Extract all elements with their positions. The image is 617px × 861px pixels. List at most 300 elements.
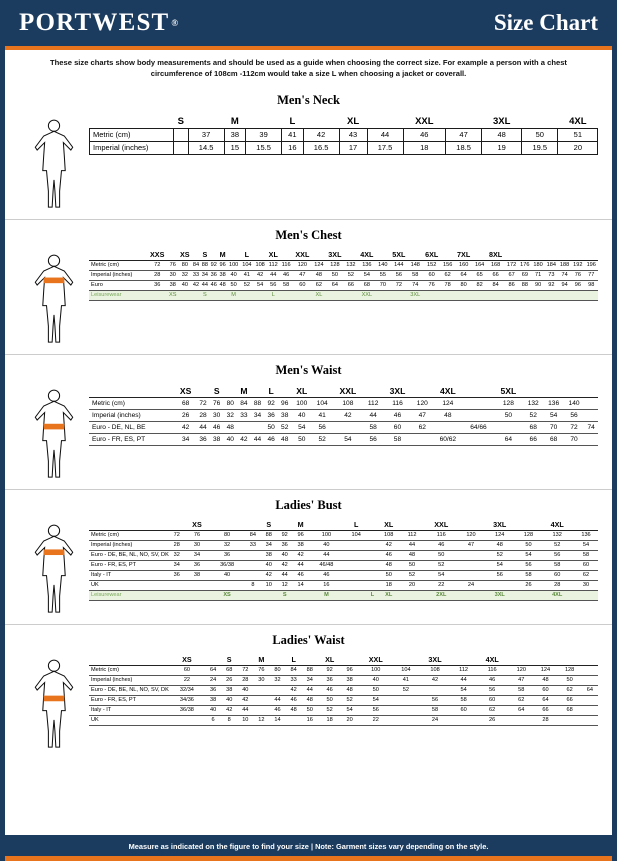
page-title: Size Chart bbox=[493, 10, 598, 35]
table-cell: 88 bbox=[302, 665, 318, 675]
table-cell: 66 bbox=[344, 280, 357, 290]
table-cell: 92 bbox=[277, 530, 293, 540]
table-cell: XS bbox=[209, 590, 245, 600]
table-header-cell bbox=[441, 250, 454, 260]
table-cell: 56 bbox=[312, 421, 332, 433]
table-cell bbox=[531, 290, 544, 300]
table-cell: 72 bbox=[389, 280, 408, 290]
table-cell: 66 bbox=[523, 433, 543, 445]
table-cell bbox=[185, 590, 209, 600]
table-header-cell bbox=[245, 520, 261, 530]
table-cell: 70 bbox=[564, 433, 584, 445]
table-cell: 52 bbox=[318, 705, 342, 715]
table-row bbox=[89, 665, 598, 675]
table-cell: 30 bbox=[253, 675, 269, 685]
table-cell: 6 bbox=[205, 715, 221, 725]
table-cell: 62 bbox=[509, 695, 533, 705]
table-header-cell: XL bbox=[377, 520, 401, 530]
table-cell: 128 bbox=[517, 530, 541, 540]
table-cell: 40 bbox=[358, 675, 394, 685]
table-cell bbox=[486, 290, 505, 300]
table-cell: 50 bbox=[517, 540, 541, 550]
table-cell: 98 bbox=[584, 280, 598, 290]
table-cell: 26 bbox=[517, 580, 541, 590]
table-cell: 30 bbox=[185, 540, 209, 550]
section-ladies-waist bbox=[5, 625, 612, 759]
row-label: Metric (cm) bbox=[90, 128, 174, 141]
table-header-cell bbox=[246, 115, 282, 128]
table-cell: 124 bbox=[533, 665, 557, 675]
table-cell bbox=[459, 560, 483, 570]
table-header-cell bbox=[394, 655, 418, 665]
table-cell: 92 bbox=[545, 280, 558, 290]
table-cell: 46 bbox=[423, 540, 459, 550]
table-cell: 34/36 bbox=[169, 695, 205, 705]
table-cell: 19 bbox=[482, 141, 522, 154]
table-cell: 60 bbox=[452, 705, 475, 715]
table-cell: 132 bbox=[523, 397, 543, 409]
table-cell: 64 bbox=[582, 685, 598, 695]
table-cell: 44 bbox=[269, 695, 285, 705]
table-cell: 52 bbox=[342, 695, 358, 705]
table-cell: 66 bbox=[558, 695, 582, 705]
table-cell: 60/62 bbox=[433, 433, 464, 445]
table-wrapper bbox=[89, 655, 598, 726]
table-cell: 77 bbox=[584, 270, 598, 280]
table-cell bbox=[292, 290, 312, 300]
table-cell: 32 bbox=[209, 540, 245, 550]
table-cell: 4XL bbox=[540, 590, 574, 600]
table-cell: 56 bbox=[475, 685, 509, 695]
table-cell: 62 bbox=[558, 685, 582, 695]
figure-illustration bbox=[19, 520, 89, 618]
table-cell: 47 bbox=[412, 409, 432, 421]
table-cell bbox=[582, 665, 598, 675]
table-header-row bbox=[89, 250, 598, 260]
table-header-cell bbox=[188, 115, 224, 128]
table-cell: 3XL bbox=[408, 290, 422, 300]
table-cell: 38 bbox=[167, 280, 178, 290]
table-cell: 28 bbox=[196, 409, 210, 421]
table-cell: 124 bbox=[483, 530, 517, 540]
table-cell: 47 bbox=[446, 128, 482, 141]
table-cell bbox=[459, 570, 483, 580]
table-cell: 74 bbox=[584, 421, 598, 433]
table-cell: 124 bbox=[314, 262, 324, 268]
table-row bbox=[89, 409, 598, 421]
table-cell bbox=[412, 433, 432, 445]
table-cell: 74 bbox=[408, 280, 422, 290]
section-body bbox=[19, 250, 598, 348]
table-cell bbox=[192, 290, 201, 300]
table-cell bbox=[245, 590, 261, 600]
table-header-cell bbox=[571, 250, 584, 260]
table-cell: 52 bbox=[483, 550, 517, 560]
table-cell: 92 bbox=[318, 665, 342, 675]
table-cell: 96 bbox=[571, 280, 584, 290]
table-cell: 70 bbox=[543, 421, 563, 433]
table-header-corner bbox=[89, 250, 147, 260]
table-header-cell bbox=[344, 250, 357, 260]
body-figure-icon bbox=[25, 252, 83, 348]
table-cell bbox=[344, 560, 368, 570]
table-cell: M bbox=[227, 290, 240, 300]
table-cell: 108 bbox=[418, 665, 452, 675]
table-cell: 54 bbox=[452, 685, 475, 695]
table-cell: 148 bbox=[408, 260, 422, 270]
table-cell: 100 bbox=[309, 530, 345, 540]
table-header-cell bbox=[368, 520, 377, 530]
table-cell: 40 bbox=[227, 270, 240, 280]
table-cell: 26 bbox=[175, 409, 196, 421]
table-cell: 56 bbox=[363, 433, 382, 445]
table-cell: 80 bbox=[178, 260, 192, 270]
table-wrapper bbox=[89, 115, 598, 155]
table-cell: 176 bbox=[520, 262, 530, 268]
table-cell bbox=[582, 705, 598, 715]
table-header-row bbox=[90, 115, 599, 128]
section-mens-chest bbox=[5, 220, 612, 355]
table-cell bbox=[441, 290, 454, 300]
table-cell: 22 bbox=[423, 580, 459, 590]
table-header-cell: 4XL bbox=[540, 520, 574, 530]
table-header-cell bbox=[251, 385, 265, 397]
table-row bbox=[90, 141, 599, 154]
table-header-cell: M bbox=[293, 520, 309, 530]
table-cell: 36 bbox=[147, 280, 167, 290]
table-cell bbox=[517, 590, 541, 600]
table-header-cell bbox=[584, 250, 598, 260]
table-cell bbox=[454, 290, 473, 300]
table-cell: 86 bbox=[505, 280, 518, 290]
table-cell bbox=[394, 705, 418, 715]
table-cell: 132 bbox=[346, 262, 356, 268]
table-cell: 58 bbox=[363, 421, 382, 433]
table-cell: 56 bbox=[389, 270, 408, 280]
table-cell bbox=[433, 421, 464, 433]
table-cell: 156 bbox=[442, 262, 453, 268]
table-cell: 46 bbox=[293, 570, 309, 580]
table-cell: 38 bbox=[221, 685, 237, 695]
table-cell: 74 bbox=[558, 270, 571, 280]
table-cell: 33 bbox=[192, 272, 200, 278]
table-cell: 46 bbox=[475, 675, 509, 685]
table-cell: 30 bbox=[210, 409, 224, 421]
table-cell: 76 bbox=[167, 260, 178, 270]
table-cell bbox=[174, 141, 189, 154]
table-cell: 48 bbox=[302, 695, 318, 705]
table-row bbox=[89, 421, 598, 433]
table-cell: 47 bbox=[509, 675, 533, 685]
brand-logo bbox=[19, 9, 179, 37]
table-header-cell bbox=[363, 385, 382, 397]
table-cell: 168 bbox=[486, 260, 505, 270]
size-table-mens-waist bbox=[89, 385, 598, 446]
table-cell: 44 bbox=[401, 540, 424, 550]
table-cell: 18 bbox=[377, 580, 401, 590]
table-header-cell bbox=[523, 385, 543, 397]
table-cell: 40 bbox=[261, 560, 277, 570]
table-cell: 120 bbox=[292, 260, 312, 270]
table-cell: 36 bbox=[196, 433, 210, 445]
table-header-cell bbox=[269, 655, 285, 665]
table-cell bbox=[571, 290, 584, 300]
table-cell bbox=[169, 590, 185, 600]
table-cell: 44 bbox=[251, 433, 265, 445]
table-row bbox=[89, 560, 598, 570]
table-cell bbox=[245, 550, 261, 560]
table-cell: M bbox=[309, 590, 345, 600]
table-cell: 42 bbox=[221, 705, 237, 715]
table-cell: 104 bbox=[394, 665, 418, 675]
table-header-cell bbox=[342, 655, 358, 665]
table-header-cell: 6XL bbox=[422, 250, 441, 260]
table-cell: 46/48 bbox=[309, 560, 345, 570]
table-cell: 48 bbox=[377, 560, 401, 570]
table-cell bbox=[344, 570, 368, 580]
table-cell bbox=[459, 590, 483, 600]
table-header-cell: XS bbox=[178, 250, 192, 260]
table-cell: 108 bbox=[255, 262, 265, 268]
table-cell: 76 bbox=[253, 665, 269, 675]
table-cell bbox=[254, 290, 267, 300]
table-cell: 36/38 bbox=[209, 560, 245, 570]
table-header-cell bbox=[522, 115, 558, 128]
table-cell: 32/34 bbox=[169, 685, 205, 695]
table-cell: 41 bbox=[240, 270, 253, 280]
table-cell: 48 bbox=[342, 685, 358, 695]
table-cell: 40 bbox=[205, 705, 221, 715]
table-cell: 58 bbox=[540, 560, 574, 570]
table-cell: 44 bbox=[267, 270, 280, 280]
table-cell bbox=[209, 290, 218, 300]
table-cell: 18 bbox=[318, 715, 342, 725]
table-cell: 46 bbox=[403, 128, 446, 141]
table-cell: 34 bbox=[169, 560, 185, 570]
table-cell: 152 bbox=[422, 260, 441, 270]
table-row bbox=[89, 397, 598, 409]
table-cell: 90 bbox=[531, 280, 544, 290]
table-cell: S bbox=[277, 590, 293, 600]
table-cell: 64 bbox=[533, 695, 557, 705]
table-cell: 48 bbox=[223, 421, 237, 433]
table-cell: 52 bbox=[401, 570, 424, 580]
table-cell: 22 bbox=[358, 715, 394, 725]
row-label: Euro - FR, ES, PT bbox=[89, 560, 169, 570]
row-label: Italy - IT bbox=[89, 570, 169, 580]
table-header-cell bbox=[533, 655, 557, 665]
table-header-cell: XXS bbox=[147, 250, 167, 260]
row-label: Metric (cm) bbox=[89, 397, 175, 409]
table-header-cell bbox=[408, 250, 422, 260]
table-cell: 112 bbox=[452, 665, 475, 675]
table-cell: 64 bbox=[509, 705, 533, 715]
table-cell: 96 bbox=[278, 397, 292, 409]
table-cell bbox=[463, 397, 494, 409]
table-cell: 16.5 bbox=[303, 141, 339, 154]
table-header-cell: S bbox=[261, 520, 277, 530]
table-cell bbox=[147, 290, 167, 300]
table-cell: 72 bbox=[237, 665, 253, 675]
table-cell bbox=[218, 290, 227, 300]
table-cell: 56 bbox=[517, 560, 541, 570]
table-cell: 60 bbox=[574, 560, 598, 570]
body-figure-icon bbox=[25, 657, 83, 753]
row-label: Imperial (inches) bbox=[89, 675, 169, 685]
section-ladies-bust bbox=[5, 490, 612, 625]
table-cell bbox=[422, 290, 441, 300]
table-header-cell bbox=[237, 655, 253, 665]
table-cell: XL bbox=[377, 590, 401, 600]
table-cell: 60 bbox=[292, 280, 312, 290]
table-cell: 46 bbox=[318, 685, 342, 695]
table-cell: 64 bbox=[205, 665, 221, 675]
table-header-cell: M bbox=[224, 115, 246, 128]
table-cell: 44 bbox=[293, 560, 309, 570]
table-cell: 36 bbox=[318, 675, 342, 685]
table-header-cell: XXL bbox=[292, 250, 312, 260]
table-cell: 62 bbox=[574, 570, 598, 580]
table-header-cell bbox=[303, 115, 339, 128]
table-cell: 14.5 bbox=[188, 141, 224, 154]
table-header-cell bbox=[312, 385, 332, 397]
table-wrapper bbox=[89, 250, 598, 301]
table-cell: 42 bbox=[332, 409, 363, 421]
table-cell: 24 bbox=[418, 715, 452, 725]
table-cell: 88 bbox=[251, 397, 265, 409]
table-cell bbox=[505, 290, 518, 300]
table-cell bbox=[584, 409, 598, 421]
table-cell: 50 bbox=[358, 685, 394, 695]
table-header-row bbox=[89, 520, 598, 530]
table-header-cell bbox=[254, 250, 267, 260]
table-cell: 80 bbox=[269, 665, 285, 675]
table-cell: 50 bbox=[302, 705, 318, 715]
table-cell: 60 bbox=[169, 665, 205, 675]
table-cell: 64/66 bbox=[463, 421, 494, 433]
table-header-cell bbox=[227, 250, 240, 260]
table-cell: 84 bbox=[486, 280, 505, 290]
table-cell bbox=[574, 590, 598, 600]
table-header-cell bbox=[412, 385, 432, 397]
table-cell bbox=[237, 421, 251, 433]
row-label: Metric (cm) bbox=[89, 530, 169, 540]
table-row bbox=[89, 260, 598, 270]
row-label: Euro - FR, ES, PT bbox=[89, 695, 169, 705]
table-cell: 42 bbox=[303, 128, 339, 141]
table-cell: 30 bbox=[574, 580, 598, 590]
table-cell: 32 bbox=[269, 675, 285, 685]
table-cell: 64 bbox=[326, 280, 345, 290]
row-label: Metric (cm) bbox=[89, 260, 147, 270]
table-cell: XL bbox=[312, 290, 325, 300]
table-cell: 71 bbox=[531, 270, 544, 280]
row-label: Imperial (inches) bbox=[89, 409, 175, 421]
table-cell bbox=[293, 590, 309, 600]
table-cell: 15 bbox=[224, 141, 246, 154]
table-cell bbox=[169, 715, 205, 725]
table-cell: 94 bbox=[558, 280, 571, 290]
table-cell bbox=[253, 695, 269, 705]
table-header-cell bbox=[205, 655, 221, 665]
table-cell bbox=[344, 540, 368, 550]
row-label: Imperial (inches) bbox=[89, 270, 147, 280]
table-cell bbox=[463, 433, 494, 445]
table-cell: 52 bbox=[344, 270, 357, 280]
table-cell: 54 bbox=[483, 560, 517, 570]
table-header-cell: 8XL bbox=[486, 250, 505, 260]
table-cell: 56 bbox=[267, 280, 280, 290]
table-cell bbox=[394, 695, 418, 705]
table-cell: 60 bbox=[422, 270, 441, 280]
table-cell: 160 bbox=[454, 260, 473, 270]
table-header-cell bbox=[376, 250, 389, 260]
page-header bbox=[5, 0, 612, 46]
table-cell: 48 bbox=[533, 675, 557, 685]
table-cell: 33 bbox=[286, 675, 302, 685]
table-header-cell bbox=[192, 250, 201, 260]
table-row bbox=[89, 280, 598, 290]
table-cell: 42 bbox=[237, 695, 253, 705]
table-header-cell: XS bbox=[185, 520, 209, 530]
table-cell: 40 bbox=[223, 433, 237, 445]
section-title: Ladies' Waist bbox=[272, 633, 345, 647]
table-cell: XS bbox=[168, 292, 177, 298]
table-cell bbox=[368, 580, 377, 590]
table-cell: 20 bbox=[558, 141, 598, 154]
table-header-cell bbox=[312, 250, 325, 260]
table-row bbox=[89, 570, 598, 580]
table-header-cell bbox=[223, 385, 237, 397]
table-cell: 28 bbox=[540, 580, 574, 590]
table-header-cell: 3XL bbox=[482, 115, 522, 128]
table-cell: 44 bbox=[309, 550, 345, 560]
table-header-cell: M bbox=[253, 655, 269, 665]
table-cell: 48 bbox=[278, 433, 292, 445]
table-cell: 136 bbox=[543, 397, 563, 409]
table-cell: 108 bbox=[332, 397, 363, 409]
table-cell: 116 bbox=[475, 665, 509, 675]
table-cell bbox=[473, 290, 486, 300]
table-cell: 84 bbox=[237, 397, 251, 409]
row-label: Euro bbox=[89, 280, 147, 290]
table-cell: 66 bbox=[486, 270, 505, 280]
figure-illustration bbox=[19, 250, 89, 348]
table-cell: 48 bbox=[483, 540, 517, 550]
table-cell bbox=[286, 715, 302, 725]
table-cell bbox=[174, 128, 189, 141]
row-label: Imperial (inches) bbox=[89, 540, 169, 550]
table-cell: 73 bbox=[545, 270, 558, 280]
table-header-cell: 3XL bbox=[483, 520, 517, 530]
table-header-corner bbox=[89, 385, 175, 397]
table-cell: 66 bbox=[533, 705, 557, 715]
table-header-cell: XL bbox=[339, 115, 367, 128]
table-cell bbox=[245, 560, 261, 570]
table-cell: 36 bbox=[210, 272, 217, 278]
table-cell: 46 bbox=[264, 433, 278, 445]
table-cell: 84 bbox=[192, 262, 200, 268]
table-cell: 17.5 bbox=[367, 141, 403, 154]
table-cell: 50 bbox=[377, 570, 401, 580]
table-cell: 44 bbox=[367, 128, 403, 141]
table-header-cell bbox=[584, 385, 598, 397]
table-cell: 38 bbox=[261, 550, 277, 560]
table-cell: 42 bbox=[418, 675, 452, 685]
table-cell: 124 bbox=[433, 397, 464, 409]
table-cell: 56 bbox=[418, 695, 452, 705]
table-header-cell: XS bbox=[169, 655, 205, 665]
